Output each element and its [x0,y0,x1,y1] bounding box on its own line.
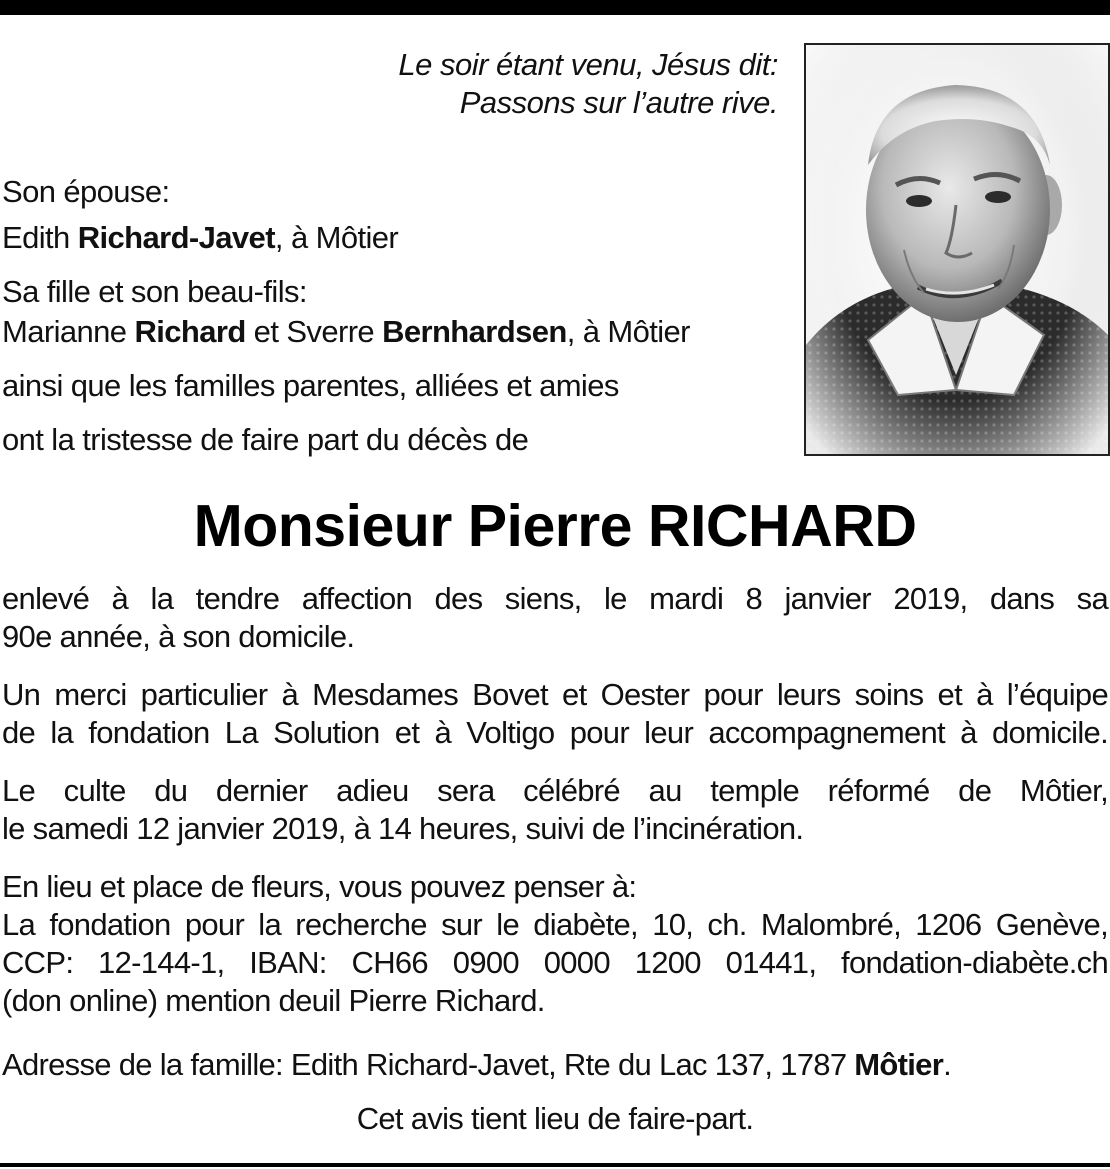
verse-line-2: Passons sur l’autre rive. [459,85,778,120]
death-line-1: enlevé à la tendre affection des siens, le mardi 8 janvier 2019, dans sa [2,581,1108,616]
donation-line-1: En lieu et place de fleurs, vous pouvez penser à: [2,869,637,904]
son-in-law-surname: Bernhardsen [382,314,567,349]
spouse-line [2,219,398,257]
spouse-place: , à Môtier [274,220,399,255]
donation-paragraph [2,868,1108,1020]
deceased-name: Monsieur Pierre RICHARD [193,493,917,559]
intro-line-1: ainsi que les familles parentes, alliées et amies [2,368,619,403]
address-end: . [943,1047,952,1082]
portrait-photo [804,43,1110,456]
thanks-line-2: de la fondation La Solution et à Voltigo pour leur accompagnement à domicile. [2,715,1108,750]
donation-line-2: La fondation pour la recherche sur le diabète, 10, ch. Malombré, 1206 Genève, [2,907,1108,942]
portrait-drawing [806,45,1108,454]
intro-line-2: ont la tristesse de faire part du décès de [2,422,529,457]
daughter-line [2,313,690,351]
spouse-first-name: Edith [2,220,70,255]
donation-line-4: (don online) mention deuil Pierre Richard. [2,983,545,1018]
address-town: Môtier [854,1047,944,1082]
daughter-surname: Richard [134,314,246,349]
verse-line-1: Le soir étant venu, Jésus dit: [398,47,778,82]
thanks-line-1: Un merci particulier à Mesdames Bovet et Oester pour leurs soins et à l’équipe [2,677,1108,712]
address-text: Adresse de la famille: Edith Richard-Javet, Rte du Lac 137, 1787 [2,1047,855,1082]
bottom-border-rule [0,1163,1110,1167]
death-paragraph [2,580,1108,656]
spouse-surname: Richard-Javet [77,220,275,255]
donation-line-3: CCP: 12-144-1, IBAN: CH66 0900 0000 1200 01441, fondation-diabète.ch [2,945,1108,980]
daughter-place: , à Môtier [566,314,690,349]
death-line-2: 90e année, à son domicile. [2,619,355,654]
thanks-paragraph [2,676,1108,752]
top-border-rule [0,0,1110,15]
service-paragraph [2,772,1108,848]
service-line-2: le samedi 12 janvier 2019, à 14 heures, suivi de l’incinération. [2,811,804,846]
spouse-label: Son épouse: [2,174,170,209]
bible-verse [300,46,778,122]
daughter-joiner: et Sverre [245,314,383,349]
closing-notice: Cet avis tient lieu de faire-part. [356,1101,754,1136]
family-address [2,1046,1108,1084]
daughter-label: Sa fille et son beau-fils: [2,274,307,309]
daughter-first-name: Marianne [2,314,127,349]
service-line-1: Le culte du dernier adieu sera célébré au temple réformé de Môtier, [2,773,1108,808]
